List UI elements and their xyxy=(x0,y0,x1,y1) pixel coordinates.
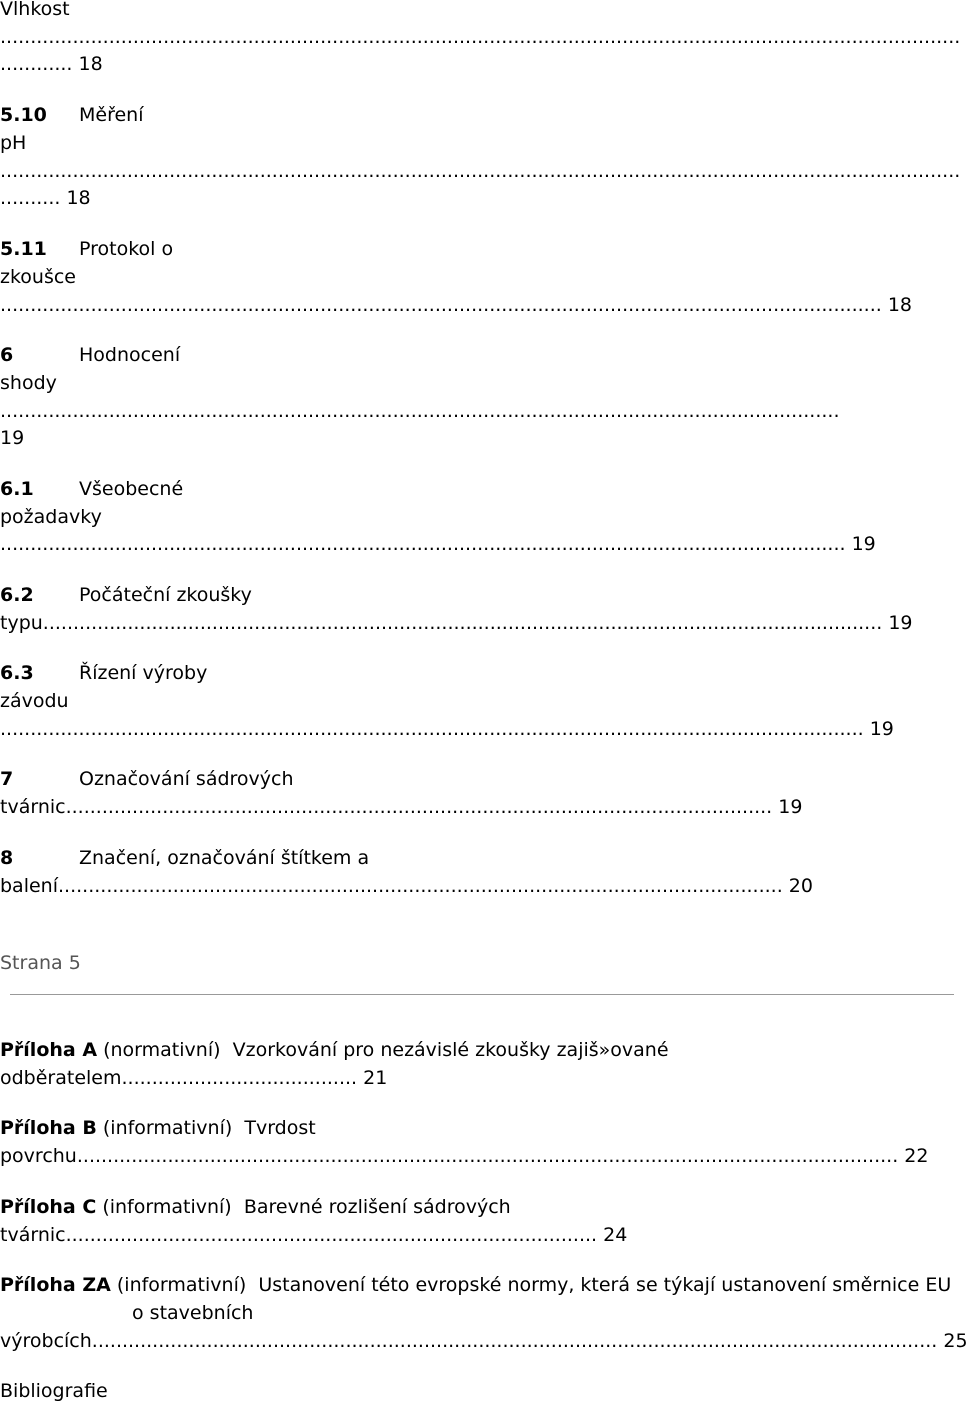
toc-entry-6-1[interactable] xyxy=(0,477,183,501)
section-title: Řízení výroby xyxy=(79,662,208,684)
toc-annex-a[interactable] xyxy=(0,1038,669,1062)
page-number[interactable]: 19 xyxy=(869,718,894,740)
leader-dots: ............................................................................................................................................................... xyxy=(0,26,961,48)
leader-dots: ............ xyxy=(0,53,73,75)
annex-title-cont: povrchu xyxy=(0,1145,77,1167)
toc-annex-a-page-line xyxy=(0,1066,387,1090)
section-title: Všeobecné xyxy=(79,478,184,500)
page-number[interactable]: 24 xyxy=(603,1224,628,1246)
section-title-cont: balení xyxy=(0,875,58,897)
toc-entry-8[interactable] xyxy=(0,846,369,870)
toc-entry-5-11[interactable] xyxy=(0,237,173,261)
annex-type: (informativní) xyxy=(102,1117,233,1139)
annex-title: Ustanovení této evropské normy, která se týkají ustanovení směrnice EU xyxy=(258,1274,952,1296)
toc-entry-6-2-page-line xyxy=(0,611,913,635)
section-title: Počáteční zkoušky xyxy=(79,584,252,606)
toc-entry-5-10-dots xyxy=(0,159,960,183)
toc-entry-7[interactable] xyxy=(0,767,294,791)
toc-annex-c-page-line xyxy=(0,1223,627,1247)
section-number: 6 xyxy=(0,344,14,366)
toc-entry-6-3-title-cont: závodu xyxy=(0,690,69,712)
leader-dots: .................................................................................................................................................. xyxy=(0,294,882,316)
page-number[interactable]: 19 xyxy=(851,533,876,555)
page-number[interactable]: 18 xyxy=(887,294,913,316)
page-number[interactable]: 25 xyxy=(943,1330,968,1352)
toc-entry-5-10-page-line xyxy=(0,186,91,210)
toc-annex-za[interactable] xyxy=(0,1273,951,1297)
annex-title: Barevné rozlišení sádrových xyxy=(243,1196,511,1218)
page-number[interactable]: 21 xyxy=(363,1067,388,1089)
toc-entry-6-2[interactable] xyxy=(0,583,252,607)
section-number: 6.1 xyxy=(0,478,34,500)
toc-entry-6-1-page-line xyxy=(0,532,876,556)
section-title: Značení, označování štítkem a xyxy=(79,847,370,869)
section-number: 6.2 xyxy=(0,584,34,606)
toc-entry-5-10-title-cont: pH xyxy=(0,132,27,154)
page-number[interactable]: 22 xyxy=(904,1145,929,1167)
annex-title-cont: výrobcích xyxy=(0,1330,92,1352)
section-number: 5.10 xyxy=(0,104,47,126)
section-number: 7 xyxy=(0,768,14,790)
annex-title-cont: o stavebních xyxy=(132,1302,254,1324)
toc-annex-b-page-line xyxy=(0,1144,928,1168)
section-number: 5.11 xyxy=(0,238,47,260)
page-number[interactable]: 18 xyxy=(66,187,91,209)
toc-entry-6-page[interactable] xyxy=(0,426,24,450)
toc-entry-6[interactable] xyxy=(0,343,180,367)
annex-label: Příloha C xyxy=(0,1196,97,1218)
annex-type: (informativní) xyxy=(102,1196,232,1218)
annex-label: Příloha B xyxy=(0,1117,97,1139)
section-title: Protokol o xyxy=(79,238,174,260)
leader-dots: ............................................................................................................................................ xyxy=(0,533,846,555)
annex-label: Příloha A xyxy=(0,1039,98,1061)
toc-entry-6-3[interactable] xyxy=(0,661,207,685)
annex-title: Vzorkování pro nezávislé zkoušky zajiš»ované xyxy=(232,1039,669,1061)
toc-entry-5-11-page-line xyxy=(0,293,912,317)
section-title-cont: typu xyxy=(0,612,43,634)
leader-dots: ............................................................................................................................................ xyxy=(91,1330,938,1352)
section-title: Měření xyxy=(79,104,144,126)
toc-entry-8-page-line xyxy=(0,874,813,898)
leader-dots: ........................................................................................ xyxy=(65,1224,598,1246)
leader-dots: ........................................................................................................................ xyxy=(58,875,783,897)
toc-entry-5-9-page-line xyxy=(0,52,103,76)
leader-dots: ........................................................................................................................................... xyxy=(0,400,840,422)
annex-label: Příloha ZA xyxy=(0,1274,111,1296)
section-title-cont: tvárnic xyxy=(0,796,66,818)
toc-entry-5-9-dots xyxy=(0,25,960,49)
leader-dots: ............................................................................................................................................... xyxy=(0,718,864,740)
toc-bibliography[interactable]: Bibliografie xyxy=(0,1380,108,1402)
toc-entry-6-title-cont: shody xyxy=(0,372,57,394)
section-title: Označování sádrových xyxy=(79,768,294,790)
leader-dots: ........................................................................................................................................ xyxy=(76,1145,899,1167)
page-number[interactable]: 19 xyxy=(0,427,25,449)
leader-dots: ............................................................................................................................................................... xyxy=(0,160,961,182)
annex-title-cont: odběratelem xyxy=(0,1067,122,1089)
annex-title: Tvrdost xyxy=(244,1117,316,1139)
annex-title-cont: tvárnic xyxy=(0,1224,66,1246)
toc-annex-c[interactable] xyxy=(0,1195,511,1219)
toc-entry-5-10[interactable] xyxy=(0,103,144,127)
page-number[interactable]: 20 xyxy=(788,875,813,897)
toc-entry-5-11-title-cont: zkoušce xyxy=(0,266,76,288)
section-number: 8 xyxy=(0,847,14,869)
toc-entry-7-page-line xyxy=(0,795,802,819)
page-number[interactable]: 19 xyxy=(778,796,803,818)
page-number[interactable]: 19 xyxy=(888,612,913,634)
page-number[interactable]: 18 xyxy=(78,53,103,75)
annex-type: (normativní) xyxy=(103,1039,221,1061)
leader-dots: ....................................... xyxy=(121,1067,358,1089)
toc-entry-5-9-title: Vlhkost xyxy=(0,0,70,20)
leader-dots: .......... xyxy=(0,187,61,209)
toc-annex-za-title-cont xyxy=(0,1301,253,1325)
toc-entry-6-3-page-line xyxy=(0,717,894,741)
toc-entry-6-dots xyxy=(0,399,840,423)
annex-type: (informativní) xyxy=(116,1274,247,1296)
page-footer-label: Strana 5 xyxy=(0,952,81,974)
toc-annex-b[interactable] xyxy=(0,1116,316,1140)
section-number: 6.3 xyxy=(0,662,34,684)
toc-entry-6-1-title-cont: požadavky xyxy=(0,506,102,528)
leader-dots: ..................................................................................................................... xyxy=(65,796,773,818)
page-divider xyxy=(10,994,954,995)
leader-dots: ........................................................................................................................................... xyxy=(42,612,883,634)
toc-annex-za-page-line xyxy=(0,1329,968,1353)
section-title: Hodnocení xyxy=(79,344,181,366)
